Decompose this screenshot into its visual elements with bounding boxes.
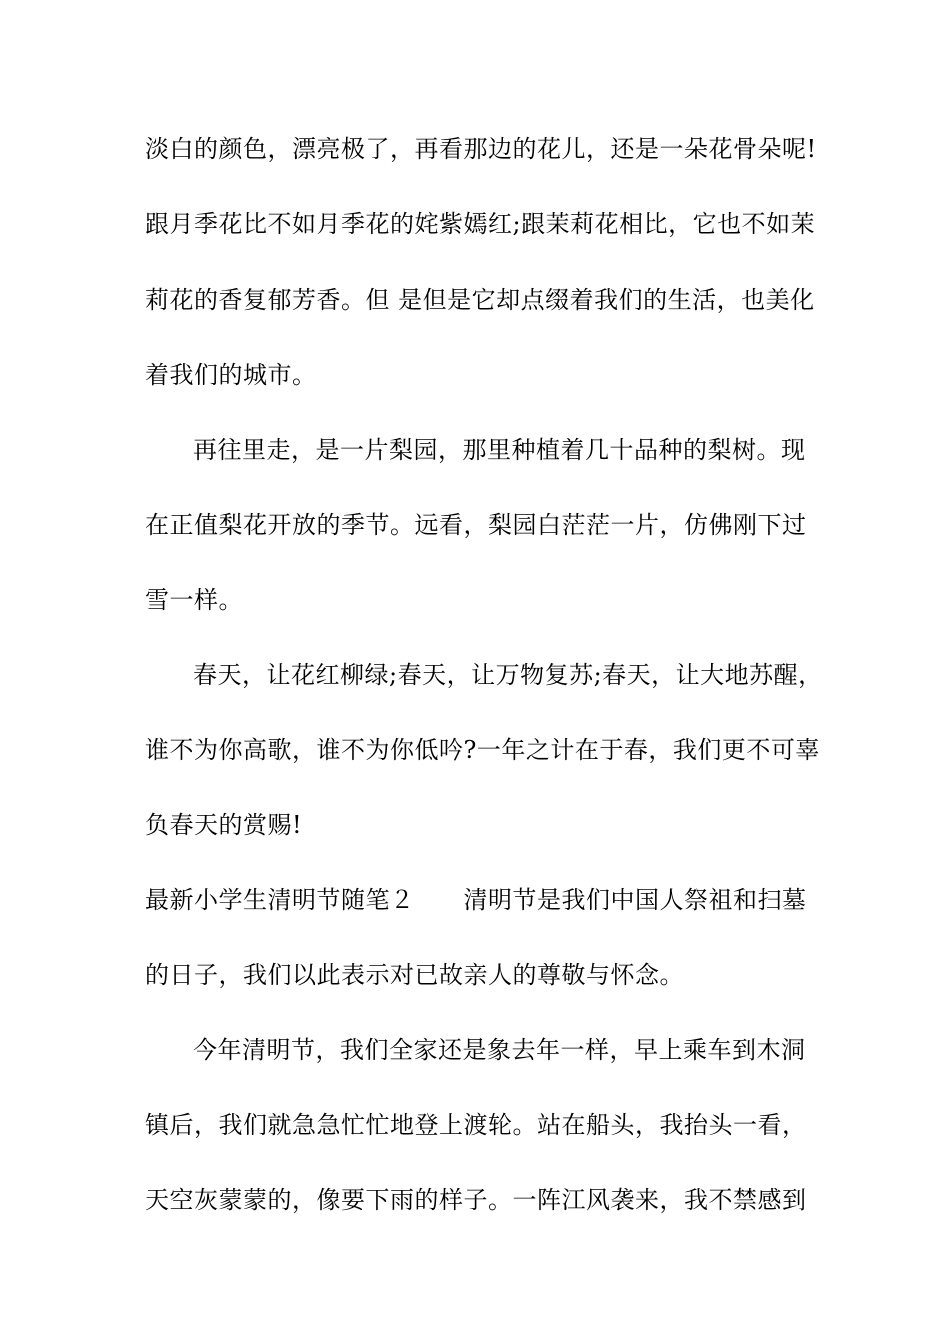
paragraph-first-line: 今年清明节，我们全家还是象去年一样，早上乘车到木洞	[193, 1036, 806, 1064]
text-line: 跟月季花比不如月季花的姹紫嫣红;跟茉莉花相比，它也不如茉	[145, 210, 816, 238]
text-line: 镇后，我们就急急忙忙地登上渡轮。站在船头，我抬头一看，	[145, 1111, 807, 1139]
text-line: 天空灰蒙蒙的，像要下雨的样子。一阵江风袭来，我不禁感到	[145, 1186, 807, 1214]
text-line: 莉花的香复郁芳香。但 是但是它却点缀着我们的生活，也美化	[145, 286, 815, 314]
text-line: 着我们的城市。	[145, 361, 317, 389]
text-line: 淡白的颜色，漂亮极了，再看那边的花儿，还是一朵花骨朵呢!	[145, 135, 817, 163]
text-line: 负春天的赏赐!	[145, 811, 303, 839]
paragraph-first-line: 春天，让花红柳绿;春天，让万物复苏;春天，让大地苏醒，	[193, 661, 823, 689]
text-line: 谁不为你高歌，谁不为你低吟?一年之计在于春，我们更不可辜	[145, 736, 820, 764]
paragraph-first-line: 再往里走，是一片梨园，那里种植着几十品种的梨树。现	[193, 436, 806, 464]
text-line: 的日子，我们以此表示对已故亲人的尊敬与怀念。	[145, 961, 684, 989]
text-line: 雪一样。	[145, 586, 243, 614]
section-heading-line: 最新小学生清明节随笔２ 清明节是我们中国人祭祖和扫墓	[145, 886, 807, 914]
text-line: 在正值梨花开放的季节。远看，梨园白茫茫一片，仿佛刚下过	[145, 511, 807, 539]
